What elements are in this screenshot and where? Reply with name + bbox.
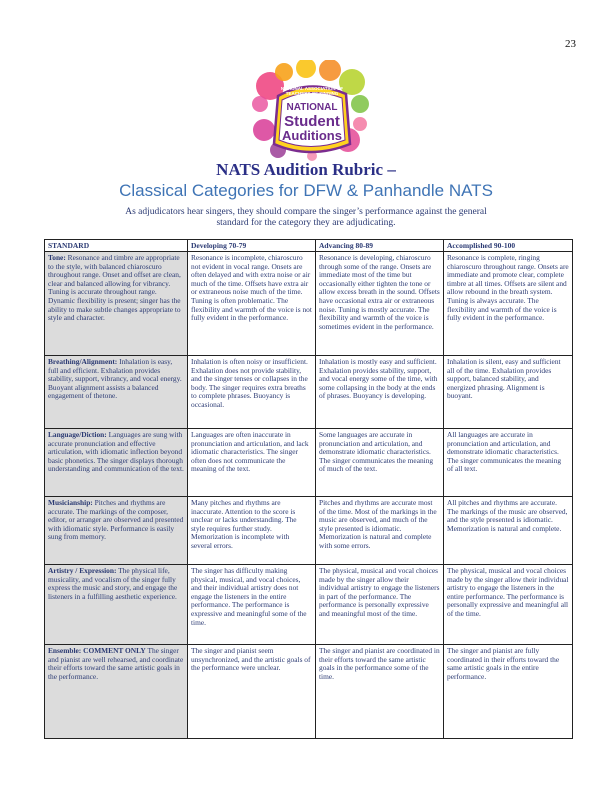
standard-cell [45, 645, 188, 739]
developing-cell: Resonance is incomplete, chiaroscuro not evident in vocal range. Onsets are often delayed and with extra noise or air much of the time. Offsets have extra air or extraneous noise much of the time. Tuning is often problematic. The flexibility and warmth of the voice is not fully evident in the performance. [188, 252, 316, 356]
standard-cell [45, 252, 188, 356]
advancing-cell: The physical, musical and vocal choices made by the singer allow their individual artistry to engage the listeners in part of the performance. The performance is personally expressive and meaningful most of the time. [316, 565, 444, 645]
accomplished-cell: Inhalation is silent, easy and sufficient all of the time. Exhalation provides support, balanced stability, and energized phrasing. Alignment is buoyant. [444, 356, 573, 429]
header-developing: Developing 70-79 [188, 240, 316, 252]
accomplished-cell: All languages are accurate in pronunciation and articulation, and demonstrate idiomatic characteristics. The singer communicates the meaning of all text. [444, 429, 573, 497]
standard-text: Resonance and timbre are appropriate to the style, with balanced chiaroscuro throughout range. Onset and offset are clean, clear and balanced allowing for vibrancy. Tuning is accurate throughout range. Dynamic flexibility is present; singer has the ability to make subtle changes appropriate to style and character. [48, 253, 181, 323]
advancing-cell: The singer and pianist are coordinated in their efforts toward the same artistic goals in the performance some of the time. [316, 645, 444, 739]
rubric-table [44, 239, 573, 739]
header-row [45, 240, 573, 252]
logo-word1: NATIONAL [286, 102, 338, 113]
standard-title: Musicianship: [48, 498, 93, 507]
standard-text: Languages are sung with accurate pronunciation and effective articulation, with idiomatic inflection beyond basic phonetics. The singer displays thorough understanding and communication of the text. [48, 430, 184, 474]
standard-text: The physical life, musicality, and vocalism of the singer fully express the music and story, and engage the listeners in a fulfilling aesthetic experience. [48, 566, 178, 601]
developing-cell: The singer has difficulty making physical, musical, and vocal choices, and their individual artistry does not engage the listeners in the entire performance. The performance is expressive and meaningful some of the time. [188, 565, 316, 645]
standard-title: Ensemble: COMMENT ONLY [48, 646, 146, 655]
standard-text: The singer and pianist are well rehearsed, and coordinate their efforts toward the same artistic goals in the performance. [48, 646, 184, 681]
table-row [45, 645, 573, 739]
header-standard: STANDARD [45, 240, 188, 252]
standard-text: Pitches and rhythms are accurate. The markings of the composer, editor, or arranger are observed and presented with idiomatic style. Performance is easily sung from memory. [48, 498, 184, 542]
advancing-cell: Inhalation is mostly easy and sufficient. Exhalation provides stability, support, and vocal energy some of the time, with some collapsing in the body at the ends of phrases. Buoyancy is developing. [316, 356, 444, 429]
table-row [45, 356, 573, 429]
accomplished-cell: The singer and pianist are fully coordinated in their efforts toward the same artistic goals in the entire performance. [444, 645, 573, 739]
developing-cell: The singer and pianist seem unsynchronized, and the artistic goals of the performance were unclear. [188, 645, 316, 739]
advancing-cell: Pitches and rhythms are accurate most of the time. Most of the markings in the music are observed, and much of the style presented is idiomatic. Memorization is natural and complete with some errors. [316, 497, 444, 565]
header-advancing: Advancing 80-89 [316, 240, 444, 252]
developing-cell: Inhalation is often noisy or insufficient. Exhalation does not provide stability, and the singer tenses or collapses in the body. The singer requires extra breaths to complete phrases. Buoyancy is occasional. [188, 356, 316, 429]
table-row [45, 252, 573, 356]
developing-cell: Many pitches and rhythms are inaccurate. Attention to the score is unclear or lacks understanding. The style requires further study. Memorization is incomplete with several errors. [188, 497, 316, 565]
standard-cell [45, 565, 188, 645]
standard-cell [45, 497, 188, 565]
table-row [45, 429, 573, 497]
page-number: 23 [565, 38, 576, 50]
standard-title: Language/Diction: [48, 430, 107, 439]
logo-line2: TEACHERS OF SINGING [285, 91, 339, 96]
accomplished-cell: All pitches and rhythms are accurate. The markings of the music are observed, and the style presented is idiomatic. Memorization is natural and complete. [444, 497, 573, 565]
logo-line1: NATIONAL ASSOCIATION OF [280, 86, 344, 91]
header-accomplished: Accomplished 90-100 [444, 240, 573, 252]
developing-cell: Languages are often inaccurate in pronunciation and articulation, and lack idiomatic characteristics. The singer often does not communicate the meaning of the text. [188, 429, 316, 497]
standard-title: Artistry / Expression: [48, 566, 117, 575]
advancing-cell: Resonance is developing, chiaroscuro through some of the range. Onsets are immediate most of the time but occasionally either tighten the tone or allow excess breath in the sound. Offsets have occasional extra air or extraneous noise. Tuning is mostly accurate. The flexibility and warmth of the voice is sometimes evident in the performance. [316, 252, 444, 356]
page-subtitle: Classical Categories for DFW & Panhandle NATS [119, 181, 493, 200]
standard-title: Tone: [48, 253, 66, 262]
intro-text: As adjudicators hear singers, they should compare the singer’s performance against the general standard for the category they are adjudicating. [125, 207, 487, 228]
accomplished-cell: Resonance is complete, ringing chiaroscuro throughout range. Onsets are immediate and promote clear, complete timbre at all times. Offsets are silent and allow rebound in the breath system. Tuning is always accurate. The flexibility and warmth of the voice is fully evident in the performance. [444, 252, 573, 356]
table-row [45, 565, 573, 645]
standard-cell [45, 429, 188, 497]
table-row [45, 497, 573, 565]
page-title: NATS Audition Rubric – [216, 160, 396, 179]
standard-title: Breathing/Alignment: [48, 357, 118, 366]
standard-cell [45, 356, 188, 429]
logo-word3: Auditions [282, 128, 342, 143]
accomplished-cell: The physical, musical and vocal choices made by the singer allow their individual artistry to engage the listeners in the entire performance. The performance is personally expressive and meaningful all of the time. [444, 565, 573, 645]
nats-student-auditions-logo [248, 60, 372, 162]
advancing-cell: Some languages are accurate in pronunciation and articulation, and demonstrate idiomatic characteristics. The singer communicates the meaning of much of the text. [316, 429, 444, 497]
standard-text: Inhalation is easy, full and efficient. Exhalation provides stability, support, vibrancy, and vocal energy. Buoyant alignment assists a balanced engagement of thetone. [48, 357, 182, 401]
logo-word2: Student [284, 113, 340, 130]
